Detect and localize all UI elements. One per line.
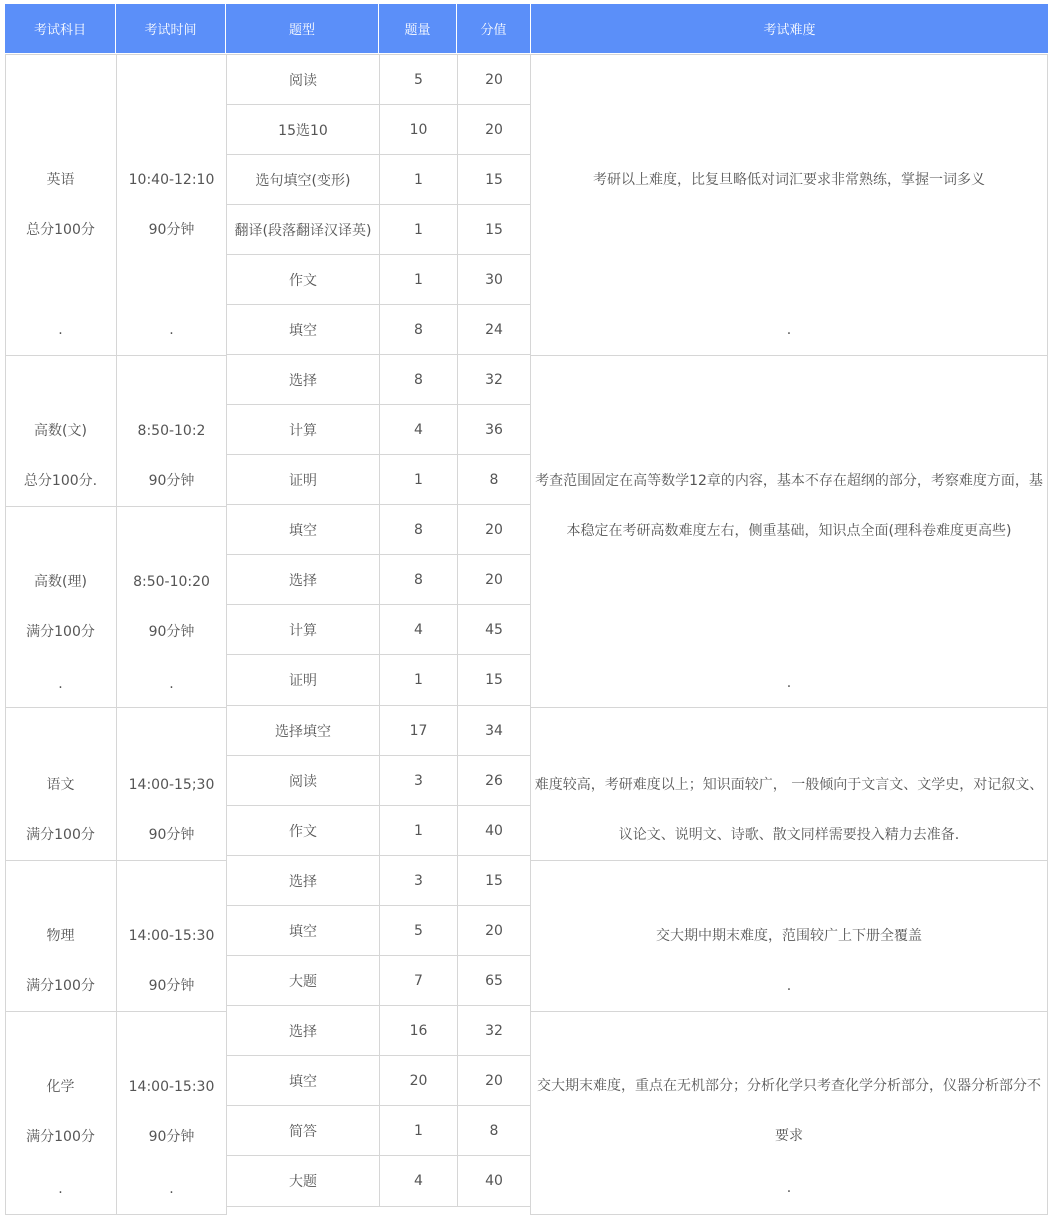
time-dot: .	[169, 322, 174, 338]
question-type-cell: 计算	[226, 404, 380, 455]
difficulty-text: 要求	[775, 1128, 803, 1144]
subject-name: 英语	[46, 172, 75, 188]
question-score-cell: 36	[457, 404, 531, 455]
subject-total: 总分100分.	[23, 473, 98, 489]
question-score-cell: 15	[457, 855, 531, 906]
question-type-cell: 填空	[226, 1055, 380, 1106]
subject-total: 满分100分	[26, 978, 95, 994]
question-count-cell: 4	[379, 1155, 458, 1207]
subject-cell-english	[5, 54, 117, 356]
question-score-cell: 8	[457, 1105, 531, 1156]
question-type-cell: 大题	[226, 1155, 380, 1207]
exam-duration: 90分钟	[148, 624, 195, 640]
question-type-cell: 翻译(段落翻译汉译英)	[226, 204, 380, 255]
question-type-cell: 作文	[226, 805, 380, 856]
difficulty-text: 难度较高，考研难度以上；知识面较广， 一般倾向于文言文、文学史，对记叙文、	[534, 777, 1044, 793]
difficulty-cell-english	[530, 54, 1048, 356]
subject-name: 高数(文)	[34, 423, 87, 439]
question-count-cell: 17	[379, 705, 458, 756]
question-count-cell: 1	[379, 254, 458, 305]
question-score-cell: 20	[457, 54, 531, 105]
header-question-count: 题量	[379, 4, 457, 53]
question-count-cell: 16	[379, 1005, 458, 1056]
difficulty-text: 考研以上难度，比复旦略低对词汇要求非常熟练，掌握一词多义	[593, 172, 985, 188]
question-score-cell: 65	[457, 955, 531, 1006]
difficulty-text: 交大期末难度，重点在无机部分；分析化学只考查化学分析部分，仪器分析部分不	[537, 1078, 1041, 1094]
question-score-cell: 32	[457, 1005, 531, 1056]
question-type-cell: 作文	[226, 254, 380, 305]
question-score-cell: 15	[457, 204, 531, 255]
subject-dot: .	[58, 322, 63, 338]
question-count-cell: 20	[379, 1055, 458, 1106]
subject-name: 高数(理)	[34, 574, 87, 590]
question-count-cell: 3	[379, 755, 458, 806]
header-difficulty: 考试难度	[531, 4, 1048, 53]
difficulty-text: 本稳定在考研高数难度左右，侧重基础，知识点全面(理科卷难度更高些)	[566, 523, 1012, 539]
header-question-type: 题型	[226, 4, 379, 53]
question-count-cell: 1	[379, 805, 458, 856]
question-count-cell: 7	[379, 955, 458, 1006]
question-count-cell: 8	[379, 504, 458, 555]
question-type-cell: 证明	[226, 654, 380, 706]
subject-name: 语文	[46, 777, 75, 793]
time-dot: .	[169, 676, 174, 692]
exam-duration: 90分钟	[148, 978, 195, 994]
exam-time: 14:00-15:30	[128, 928, 215, 944]
question-type-cell: 填空	[226, 504, 380, 555]
question-type-cell: 填空	[226, 905, 380, 956]
question-count-cell: 1	[379, 1105, 458, 1156]
exam-duration: 90分钟	[148, 222, 195, 238]
difficulty-dot: .	[786, 1180, 792, 1196]
question-count-cell: 1	[379, 204, 458, 255]
question-count-cell: 10	[379, 104, 458, 155]
question-score-cell: 20	[457, 504, 531, 555]
question-count-cell: 8	[379, 354, 458, 405]
question-score-cell: 40	[457, 1155, 531, 1207]
question-type-cell: 证明	[226, 454, 380, 505]
question-type-cell: 简答	[226, 1105, 380, 1156]
question-count-cell: 4	[379, 604, 458, 655]
difficulty-text: 交大期中期末难度，范围较广上下册全覆盖	[656, 928, 922, 944]
question-count-cell: 4	[379, 404, 458, 455]
subject-total: 总分100分	[26, 222, 95, 238]
question-score-cell: 40	[457, 805, 531, 856]
subject-total: 满分100分	[26, 1129, 95, 1145]
time-dot: .	[169, 1181, 174, 1197]
difficulty-dot: .	[786, 978, 792, 994]
exam-duration: 90分钟	[148, 473, 195, 489]
question-score-cell: 20	[457, 104, 531, 155]
subject-dot: .	[58, 676, 63, 692]
question-score-cell: 20	[457, 905, 531, 956]
question-score-cell: 45	[457, 604, 531, 655]
exam-time: 8:50-10:2	[137, 423, 206, 439]
question-type-cell: 阅读	[226, 755, 380, 806]
header-score: 分值	[457, 4, 531, 53]
time-cell-english	[116, 54, 227, 356]
question-type-cell: 选择填空	[226, 705, 380, 756]
subject-total: 满分100分	[26, 624, 95, 640]
question-type-cell: 选择	[226, 554, 380, 605]
question-type-cell: 填空	[226, 304, 380, 355]
question-type-cell: 选择	[226, 1005, 380, 1056]
subject-total: 满分100分	[26, 827, 95, 843]
question-type-cell: 15选10	[226, 104, 380, 155]
question-score-cell: 8	[457, 454, 531, 505]
exam-time: 14:00-15;30	[128, 777, 215, 793]
question-score-cell: 32	[457, 354, 531, 405]
header-subject: 考试科目	[5, 4, 116, 53]
subject-dot: .	[58, 1181, 63, 1197]
exam-time: 14:00-15:30	[128, 1079, 215, 1095]
question-count-cell: 8	[379, 304, 458, 355]
question-score-cell: 20	[457, 1055, 531, 1106]
difficulty-dot: .	[786, 322, 792, 338]
difficulty-text: 考查范围固定在高等数学12章的内容，基本不存在超纲的部分，考察难度方面，基	[535, 473, 1043, 489]
question-score-cell: 15	[457, 154, 531, 205]
question-count-cell: 8	[379, 554, 458, 605]
question-score-cell: 26	[457, 755, 531, 806]
difficulty-text: 议论文、说明文、诗歌、散文同样需要投入精力去准备.	[618, 827, 960, 843]
exam-time: 10:40-12:10	[128, 172, 215, 188]
question-count-cell: 5	[379, 905, 458, 956]
question-count-cell: 3	[379, 855, 458, 906]
question-count-cell: 1	[379, 654, 458, 706]
question-score-cell: 34	[457, 705, 531, 756]
question-type-cell: 大题	[226, 955, 380, 1006]
exam-duration: 90分钟	[148, 827, 195, 843]
question-count-cell: 5	[379, 54, 458, 105]
question-type-cell: 选择	[226, 354, 380, 405]
question-count-cell: 1	[379, 154, 458, 205]
exam-duration: 90分钟	[148, 1129, 195, 1145]
question-score-cell: 30	[457, 254, 531, 305]
subject-name: 化学	[46, 1079, 75, 1095]
question-score-cell: 24	[457, 304, 531, 355]
exam-time: 8:50-10:20	[133, 574, 210, 590]
question-type-cell: 阅读	[226, 54, 380, 105]
question-score-cell: 20	[457, 554, 531, 605]
subject-name: 物理	[46, 928, 75, 944]
difficulty-dot: .	[786, 675, 792, 691]
question-type-cell: 选择	[226, 855, 380, 906]
question-count-cell: 1	[379, 454, 458, 505]
header-time: 考试时间	[116, 4, 226, 53]
question-score-cell: 15	[457, 654, 531, 706]
question-type-cell: 计算	[226, 604, 380, 655]
question-type-cell: 选句填空(变形)	[226, 154, 380, 205]
